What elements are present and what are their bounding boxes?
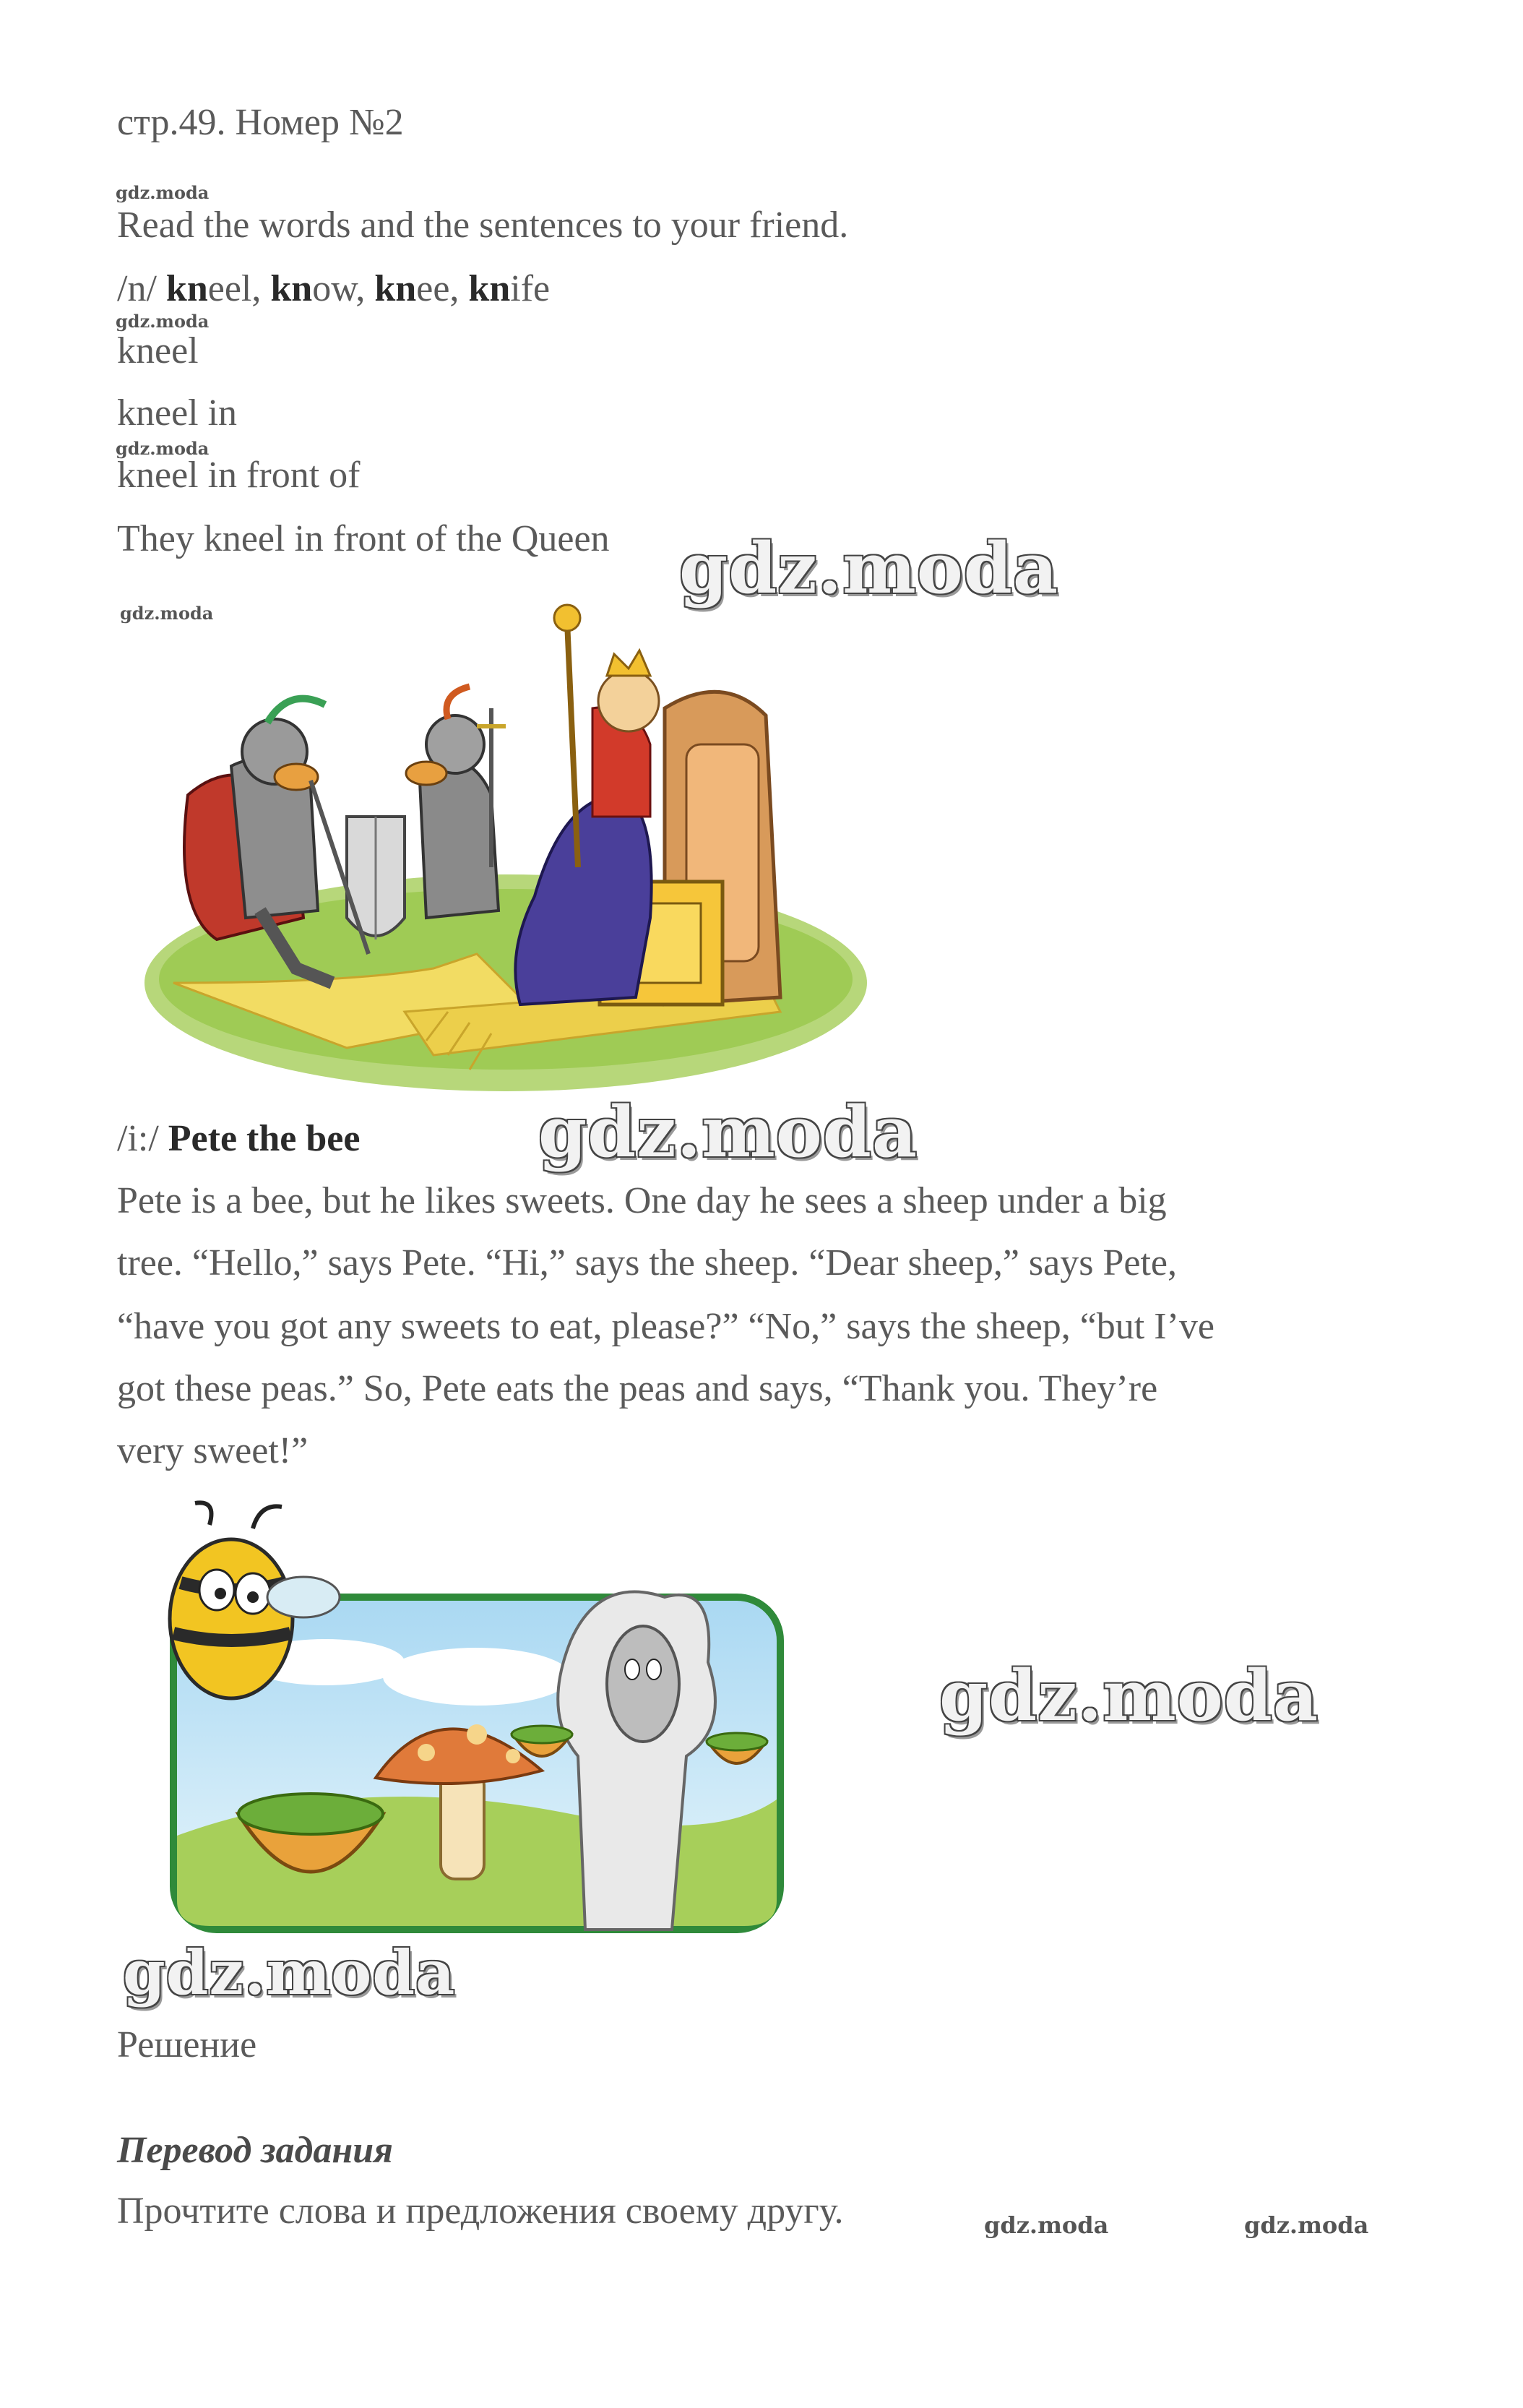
- watermark-large: gdz.moda: [538, 1091, 918, 1173]
- story-line-3: “have you got any sweets to eat, please?” “No,” says the sheep, “but I’ve: [117, 1306, 1214, 1347]
- watermark-small: gdz.moda: [116, 311, 210, 332]
- watermark-small: gdz.moda: [116, 438, 210, 459]
- build-up-line-2: kneel in: [117, 392, 238, 434]
- watermark-small: gdz.moda: [120, 603, 214, 624]
- translation-text: Прочтите слова и предложения своему другу.: [117, 2190, 844, 2232]
- translation-heading: Перевод задания: [117, 2130, 393, 2171]
- phoneme-n-line: [117, 267, 550, 311]
- build-up-line-3: kneel in front of: [117, 455, 361, 496]
- story-heading: [117, 1117, 360, 1161]
- watermark-large: gdz.moda: [123, 1937, 456, 2008]
- story-line-1: Pete is a bee, but he likes sweets. One day he sees a sheep under a big: [117, 1180, 1167, 1221]
- watermark-large: gdz.moda: [679, 528, 1059, 609]
- build-up-line-1: kneel: [117, 330, 199, 371]
- word-knife: knife: [468, 268, 551, 309]
- story-line-2: tree. “Hello,” says Pete. “Hi,” says the sheep. “Dear sheep,” says Pete,: [117, 1242, 1177, 1283]
- bee-sheep-illustration: [137, 1496, 809, 1958]
- phoneme-i-symbol: /i:/: [117, 1118, 168, 1159]
- watermark-small: gdz.moda: [1244, 2211, 1369, 2239]
- build-up-line-4: They kneel in front of the Queen: [117, 518, 610, 559]
- page-title: стр.49. Номер №2: [117, 102, 404, 143]
- watermark-small: gdz.moda: [116, 182, 210, 203]
- watermark-small: gdz.moda: [984, 2211, 1109, 2239]
- story-title: Pete the bee: [168, 1118, 361, 1159]
- word-knee: knee,: [374, 268, 469, 309]
- task-instruction: Read the words and the sentences to your friend.: [117, 205, 849, 246]
- story-line-4: got these peas.” So, Pete eats the peas and says, “Thank you. They’re: [117, 1368, 1158, 1409]
- watermark-large: gdz.moda: [939, 1655, 1319, 1737]
- word-kneel: kneel,: [165, 268, 271, 309]
- phoneme-n-symbol: /n/: [117, 268, 166, 309]
- story-line-5: very sweet!”: [117, 1430, 309, 1471]
- solution-label: Решение: [117, 2024, 257, 2065]
- knights-queen-illustration: [130, 578, 874, 1098]
- word-know: know,: [270, 268, 375, 309]
